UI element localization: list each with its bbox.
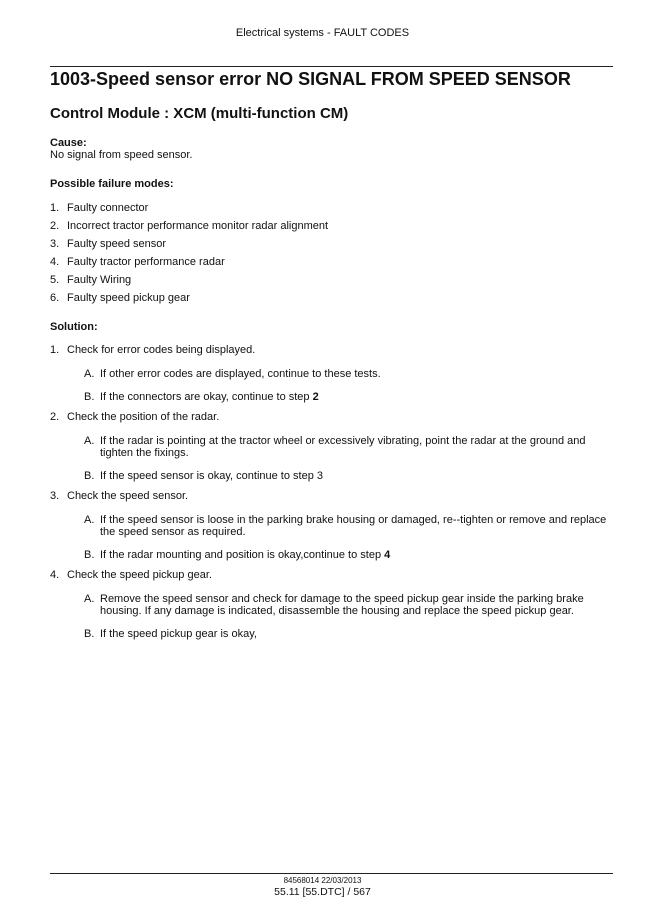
substep-item (67, 435, 613, 459)
item-number: 6. (50, 292, 60, 304)
item-number: 5. (50, 274, 60, 286)
step-substeps (67, 368, 613, 403)
header-rule (50, 66, 613, 67)
solution-step (50, 344, 613, 403)
control-module-heading: Control Module : XCM (multi-function CM) (50, 105, 349, 122)
substep-text: If the radar mounting and position is okay,continue to step (100, 549, 385, 561)
footer-page-number: 55.11 [55.DTC] / 567 (274, 886, 371, 898)
substep-item (67, 470, 613, 482)
step-text: Check the speed sensor. (67, 490, 189, 502)
step-reference: 2 (312, 391, 319, 403)
substep-letter: B. (84, 628, 95, 640)
failure-mode-item (50, 220, 613, 232)
failure-mode-text: Faulty speed pickup gear (67, 292, 190, 304)
running-header: Electrical systems - FAULT CODES (235, 27, 410, 39)
item-number: 3. (50, 238, 60, 250)
page-title: 1003-Speed sensor error NO SIGNAL FROM SPEED SENSOR (50, 69, 571, 89)
cause-label: Cause: (50, 137, 87, 149)
step-substeps (67, 593, 613, 640)
step-number: 4. (50, 569, 60, 581)
substep-text: If other error codes are displayed, continue to these tests. (100, 368, 381, 380)
substep-letter: B. (84, 391, 95, 403)
footer-doc-id: 84568014 22/03/2013 (283, 876, 362, 885)
failure-mode-item (50, 238, 613, 250)
step-reference: 4 (384, 549, 391, 561)
failure-mode-text: Faulty connector (67, 202, 149, 214)
cause-text: No signal from speed sensor. (50, 149, 193, 161)
solution-label: Solution: (50, 321, 98, 333)
substep-item (67, 368, 613, 380)
substep-item (67, 628, 613, 640)
step-number: 1. (50, 344, 60, 356)
step-text: Check for error codes being displayed. (67, 344, 256, 356)
failure-mode-item (50, 292, 613, 304)
substep-item (67, 514, 613, 538)
solution-steps (50, 344, 613, 640)
fault-content (50, 137, 613, 640)
failure-modes-section (50, 178, 613, 304)
failure-modes-list (50, 202, 613, 304)
item-number: 2. (50, 220, 60, 232)
substep-letter: B. (84, 470, 95, 482)
step-number: 2. (50, 411, 60, 423)
substep-item (67, 391, 613, 403)
footer-rule (50, 873, 613, 874)
failure-mode-item (50, 256, 613, 268)
substep-text: If the radar is pointing at the tractor wheel or excessively vibrating, point the radar at the ground and tighten the fixings. (100, 435, 586, 459)
solution-section (50, 321, 613, 640)
failure-mode-text: Faulty tractor performance radar (67, 256, 225, 268)
step-text: Check the position of the radar. (67, 411, 220, 423)
step-number: 3. (50, 490, 60, 502)
substep-text: If the speed sensor is okay, continue to step 3 (100, 470, 323, 482)
failure-mode-text: Incorrect tractor performance monitor radar alignment (67, 220, 329, 232)
substep-letter: A. (84, 514, 95, 526)
item-number: 1. (50, 202, 60, 214)
substep-text: If the speed sensor is loose in the parking brake housing or damaged, re--tighten or remove and replace the speed sensor as required. (100, 514, 607, 538)
step-substeps (67, 514, 613, 561)
failure-mode-text: Faulty Wiring (67, 274, 132, 286)
solution-step (50, 411, 613, 482)
failure-mode-item (50, 274, 613, 286)
solution-step (50, 490, 613, 561)
substep-item (67, 593, 613, 617)
substep-item (67, 549, 613, 561)
substep-text: If the connectors are okay, continue to step (100, 391, 313, 403)
substep-text: Remove the speed sensor and check for damage to the speed pickup gear inside the parking brake housing. If any damage is indicated, disassemble the housing and replace the speed pickup gear. (100, 593, 584, 617)
step-text: Check the speed pickup gear. (67, 569, 212, 581)
cause-section (50, 137, 613, 161)
substep-letter: A. (84, 368, 95, 380)
substep-letter: A. (84, 593, 95, 605)
failure-modes-label: Possible failure modes: (50, 178, 174, 190)
substep-letter: A. (84, 435, 95, 447)
failure-mode-item (50, 202, 613, 214)
solution-step (50, 569, 613, 640)
failure-mode-text: Faulty speed sensor (67, 238, 167, 250)
step-substeps (67, 435, 613, 482)
substep-text: If the speed pickup gear is okay, (100, 628, 257, 640)
substep-letter: B. (84, 549, 95, 561)
item-number: 4. (50, 256, 60, 268)
